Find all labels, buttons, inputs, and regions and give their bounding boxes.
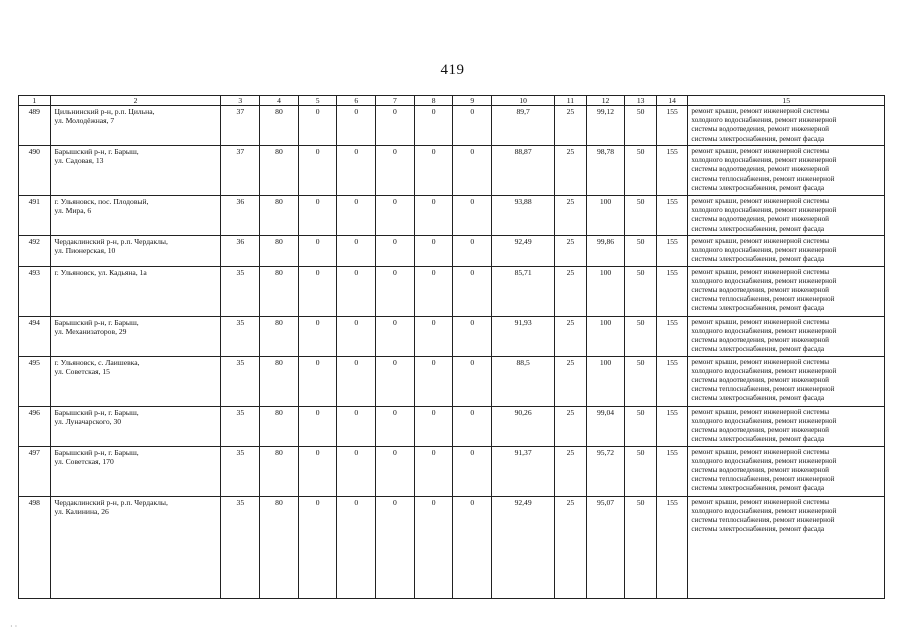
- value-cell-c11: 25: [555, 446, 587, 496]
- address-line: Чердаклинский р-н, р.п. Чердаклы,: [54, 236, 168, 246]
- column-header: 7: [376, 96, 415, 106]
- address-line: Барышский р-н, г. Барыш,: [54, 317, 139, 327]
- value-cell-c5: 0: [298, 406, 337, 446]
- value-cell-c14: 155: [656, 266, 688, 316]
- value-cell-c13: 50: [625, 235, 657, 266]
- value-cell-c3: 37: [221, 145, 260, 195]
- value-cell-c14: 155: [656, 195, 688, 235]
- value-cell-c3: 37: [221, 106, 260, 146]
- address-cell: [50, 316, 221, 356]
- value-cell-c6: 0: [337, 496, 376, 598]
- table-row: [19, 496, 885, 598]
- value-cell-c3: 35: [221, 316, 260, 356]
- value-cell-c8: 0: [414, 496, 453, 598]
- value-cell-c8: 0: [414, 406, 453, 446]
- works-line: системы водоотведения, ремонт инженерной: [691, 465, 830, 474]
- value-cell-c9: 0: [453, 406, 492, 446]
- row-number-cell: 493: [19, 266, 51, 316]
- works-line: системы электроснабжения, ремонт фасада: [691, 183, 825, 192]
- address-cell: [50, 406, 221, 446]
- works-line: системы теплоснабжения, ремонт инженерной: [691, 174, 835, 183]
- value-cell-c14: 155: [656, 406, 688, 446]
- value-cell-c5: 0: [298, 145, 337, 195]
- works-line: системы электроснабжения, ремонт фасада: [691, 394, 825, 403]
- value-cell-c8: 0: [414, 446, 453, 496]
- table-row: [19, 145, 885, 195]
- address-line: Барышский р-н, г. Барыш,: [54, 407, 139, 417]
- works-line: системы водоотведения, ремонт инженерной: [691, 215, 830, 224]
- row-number-cell: 495: [19, 356, 51, 406]
- works-cell: [688, 316, 885, 356]
- value-cell-c12: 95,72: [586, 446, 625, 496]
- value-cell-c7: 0: [376, 356, 415, 406]
- value-cell-c10: 92,49: [492, 496, 555, 598]
- value-cell-c6: 0: [337, 406, 376, 446]
- value-cell-c5: 0: [298, 235, 337, 266]
- works-line: системы водоотведения, ремонт инженерной: [691, 335, 830, 344]
- value-cell-c10: 90,26: [492, 406, 555, 446]
- value-cell-c9: 0: [453, 446, 492, 496]
- works-line: системы электроснабжения, ремонт фасада: [691, 255, 825, 264]
- value-cell-c10: 91,93: [492, 316, 555, 356]
- value-cell-c5: 0: [298, 266, 337, 316]
- address-cell: [50, 356, 221, 406]
- value-cell-c13: 50: [625, 106, 657, 146]
- address-line: ул. Советская, 15: [54, 366, 110, 376]
- works-line: системы водоотведения, ремонт инженерной: [691, 425, 830, 434]
- row-number-cell: 490: [19, 145, 51, 195]
- works-line: ремонт крыши, ремонт инженерной системы: [691, 236, 830, 245]
- works-line: системы водоотведения, ремонт инженерной: [691, 165, 830, 174]
- value-cell-c9: 0: [453, 195, 492, 235]
- value-cell-c8: 0: [414, 235, 453, 266]
- value-cell-c3: 35: [221, 356, 260, 406]
- value-cell-c6: 0: [337, 446, 376, 496]
- value-cell-c4: 80: [260, 446, 299, 496]
- works-line: ремонт крыши, ремонт инженерной системы: [691, 196, 830, 205]
- address-line: Барышский р-н, г. Барыш,: [54, 447, 139, 457]
- value-cell-c12: 99,04: [586, 406, 625, 446]
- column-header: 5: [298, 96, 337, 106]
- value-cell-c5: 0: [298, 446, 337, 496]
- value-cell-c7: 0: [376, 406, 415, 446]
- row-number-cell: 496: [19, 406, 51, 446]
- works-line: системы теплоснабжения, ремонт инженерной: [691, 475, 835, 484]
- value-cell-c13: 50: [625, 356, 657, 406]
- works-line: системы водоотведения, ремонт инженерной: [691, 375, 830, 384]
- value-cell-c6: 0: [337, 356, 376, 406]
- works-line: холодного водоснабжения, ремонт инженерной: [691, 276, 837, 285]
- works-line: системы электроснабжения, ремонт фасада: [691, 224, 825, 233]
- value-cell-c6: 0: [337, 235, 376, 266]
- value-cell-c9: 0: [453, 356, 492, 406]
- value-cell-c5: 0: [298, 496, 337, 598]
- address-cell: [50, 496, 221, 598]
- value-cell-c10: 88,5: [492, 356, 555, 406]
- address-line: ул. Пионерская, 10: [54, 246, 116, 256]
- value-cell-c13: 50: [625, 266, 657, 316]
- value-cell-c6: 0: [337, 195, 376, 235]
- value-cell-c11: 25: [555, 356, 587, 406]
- value-cell-c9: 0: [453, 106, 492, 146]
- works-line: системы электроснабжения, ремонт фасада: [691, 435, 825, 444]
- value-cell-c8: 0: [414, 316, 453, 356]
- value-cell-c6: 0: [337, 106, 376, 146]
- value-cell-c10: 85,71: [492, 266, 555, 316]
- table-body: [19, 106, 885, 599]
- column-header: 10: [492, 96, 555, 106]
- address-line: г. Ульяновск, пос. Плодовый,: [54, 196, 149, 206]
- value-cell-c11: 25: [555, 266, 587, 316]
- works-line: холодного водоснабжения, ремонт инженерной: [691, 326, 837, 335]
- address-line: Цильнинский р-н, р.п. Цильна,: [54, 107, 155, 116]
- works-cell: [688, 235, 885, 266]
- table-row: [19, 235, 885, 266]
- works-cell: [688, 266, 885, 316]
- works-line: холодного водоснабжения, ремонт инженерной: [691, 366, 837, 375]
- value-cell-c14: 155: [656, 106, 688, 146]
- works-line: ремонт крыши, ремонт инженерной системы: [691, 146, 830, 155]
- column-header: 4: [260, 96, 299, 106]
- row-number-cell: 492: [19, 235, 51, 266]
- value-cell-c12: 100: [586, 356, 625, 406]
- value-cell-c7: 0: [376, 195, 415, 235]
- value-cell-c13: 50: [625, 195, 657, 235]
- value-cell-c12: 99,86: [586, 235, 625, 266]
- value-cell-c4: 80: [260, 266, 299, 316]
- scan-artifact: · ·: [10, 622, 18, 631]
- works-line: холодного водоснабжения, ремонт инженерной: [691, 506, 837, 515]
- value-cell-c6: 0: [337, 316, 376, 356]
- value-cell-c11: 25: [555, 406, 587, 446]
- works-line: системы электроснабжения, ремонт фасада: [691, 134, 825, 143]
- address-line: ул. Советская, 170: [54, 456, 114, 466]
- address-line: ул. Луначарского, 30: [54, 416, 122, 426]
- table-row: [19, 406, 885, 446]
- works-cell: [688, 145, 885, 195]
- address-cell: [50, 145, 221, 195]
- table-row: [19, 195, 885, 235]
- column-header: 15: [688, 96, 885, 106]
- value-cell-c10: 92,49: [492, 235, 555, 266]
- value-cell-c7: 0: [376, 106, 415, 146]
- value-cell-c4: 80: [260, 195, 299, 235]
- address-line: ул. Механизаторов, 29: [54, 326, 127, 336]
- works-line: системы электроснабжения, ремонт фасада: [691, 345, 825, 354]
- works-line: системы электроснабжения, ремонт фасада: [691, 525, 825, 534]
- value-cell-c9: 0: [453, 316, 492, 356]
- value-cell-c13: 50: [625, 496, 657, 598]
- repair-register-table: [18, 95, 885, 599]
- value-cell-c6: 0: [337, 266, 376, 316]
- value-cell-c9: 0: [453, 496, 492, 598]
- value-cell-c4: 80: [260, 406, 299, 446]
- value-cell-c10: 88,87: [492, 145, 555, 195]
- works-line: ремонт крыши, ремонт инженерной системы: [691, 357, 830, 366]
- value-cell-c9: 0: [453, 266, 492, 316]
- works-line: системы водоотведения, ремонт инженерной: [691, 125, 830, 134]
- value-cell-c10: 93,88: [492, 195, 555, 235]
- address-line: Чердаклинский р-н, р.п. Чердаклы,: [54, 497, 168, 507]
- column-header: 14: [656, 96, 688, 106]
- column-header: 9: [453, 96, 492, 106]
- value-cell-c12: 98,78: [586, 145, 625, 195]
- works-cell: [688, 106, 885, 146]
- value-cell-c12: 100: [586, 195, 625, 235]
- value-cell-c10: 89,7: [492, 106, 555, 146]
- works-line: ремонт крыши, ремонт инженерной системы: [691, 107, 830, 115]
- value-cell-c11: 25: [555, 106, 587, 146]
- value-cell-c3: 36: [221, 235, 260, 266]
- works-line: ремонт крыши, ремонт инженерной системы: [691, 497, 830, 506]
- value-cell-c8: 0: [414, 195, 453, 235]
- works-line: системы электроснабжения, ремонт фасада: [691, 304, 825, 313]
- works-cell: [688, 406, 885, 446]
- works-line: холодного водоснабжения, ремонт инженерной: [691, 116, 837, 125]
- works-cell: [688, 195, 885, 235]
- works-line: системы водоотведения, ремонт инженерной: [691, 285, 830, 294]
- value-cell-c9: 0: [453, 145, 492, 195]
- value-cell-c10: 91,37: [492, 446, 555, 496]
- value-cell-c12: 100: [586, 266, 625, 316]
- value-cell-c3: 35: [221, 446, 260, 496]
- address-line: ул. Мира, 6: [54, 206, 92, 216]
- column-number-row: [19, 96, 885, 106]
- works-line: холодного водоснабжения, ремонт инженерной: [691, 206, 837, 215]
- value-cell-c13: 50: [625, 406, 657, 446]
- row-number-cell: 498: [19, 496, 51, 598]
- table-row: [19, 106, 885, 146]
- page-number: 419: [440, 62, 465, 78]
- value-cell-c11: 25: [555, 316, 587, 356]
- works-cell: [688, 356, 885, 406]
- value-cell-c5: 0: [298, 106, 337, 146]
- value-cell-c14: 155: [656, 446, 688, 496]
- address-line: г. Ульяновск, ул. Кадьяна, 1а: [54, 267, 147, 277]
- row-number-cell: 491: [19, 195, 51, 235]
- works-line: холодного водоснабжения, ремонт инженерной: [691, 416, 837, 425]
- value-cell-c14: 155: [656, 145, 688, 195]
- value-cell-c13: 50: [625, 316, 657, 356]
- value-cell-c5: 0: [298, 195, 337, 235]
- value-cell-c11: 25: [555, 195, 587, 235]
- value-cell-c3: 36: [221, 195, 260, 235]
- value-cell-c8: 0: [414, 266, 453, 316]
- value-cell-c3: 35: [221, 266, 260, 316]
- works-line: ремонт крыши, ремонт инженерной системы: [691, 447, 830, 456]
- column-header: 3: [221, 96, 260, 106]
- value-cell-c7: 0: [376, 235, 415, 266]
- value-cell-c9: 0: [453, 235, 492, 266]
- value-cell-c3: 35: [221, 406, 260, 446]
- works-cell: [688, 496, 885, 598]
- row-number-cell: 497: [19, 446, 51, 496]
- column-header: 11: [555, 96, 587, 106]
- value-cell-c13: 50: [625, 446, 657, 496]
- value-cell-c4: 80: [260, 235, 299, 266]
- value-cell-c13: 50: [625, 145, 657, 195]
- value-cell-c12: 100: [586, 316, 625, 356]
- address-line: Барышский р-н, г. Барыш,: [54, 146, 139, 156]
- address-cell: [50, 235, 221, 266]
- column-header: 1: [19, 96, 51, 106]
- value-cell-c4: 80: [260, 145, 299, 195]
- address-cell: [50, 446, 221, 496]
- value-cell-c4: 80: [260, 356, 299, 406]
- column-header: 6: [337, 96, 376, 106]
- column-header: 2: [50, 96, 221, 106]
- value-cell-c4: 80: [260, 316, 299, 356]
- works-line: холодного водоснабжения, ремонт инженерной: [691, 246, 837, 255]
- value-cell-c7: 0: [376, 145, 415, 195]
- address-line: ул. Молодёжная, 7: [54, 116, 115, 126]
- address-cell: [50, 195, 221, 235]
- address-line: ул. Калинина, 26: [54, 506, 109, 516]
- column-header: 8: [414, 96, 453, 106]
- works-line: ремонт крыши, ремонт инженерной системы: [691, 317, 830, 326]
- value-cell-c7: 0: [376, 266, 415, 316]
- value-cell-c11: 25: [555, 496, 587, 598]
- value-cell-c14: 155: [656, 316, 688, 356]
- row-number-cell: 494: [19, 316, 51, 356]
- works-line: холодного водоснабжения, ремонт инженерной: [691, 156, 837, 165]
- table-row: [19, 446, 885, 496]
- address-cell: [50, 266, 221, 316]
- value-cell-c8: 0: [414, 106, 453, 146]
- address-cell: [50, 106, 221, 146]
- row-number-cell: 489: [19, 106, 51, 146]
- value-cell-c8: 0: [414, 356, 453, 406]
- works-line: системы электроснабжения, ремонт фасада: [691, 484, 825, 493]
- works-line: системы теплоснабжения, ремонт инженерной: [691, 295, 835, 304]
- value-cell-c12: 95,07: [586, 496, 625, 598]
- value-cell-c14: 155: [656, 496, 688, 598]
- value-cell-c4: 80: [260, 496, 299, 598]
- value-cell-c7: 0: [376, 316, 415, 356]
- value-cell-c8: 0: [414, 145, 453, 195]
- table-row: [19, 316, 885, 356]
- value-cell-c5: 0: [298, 356, 337, 406]
- works-line: ремонт крыши, ремонт инженерной системы: [691, 267, 830, 276]
- works-line: холодного водоснабжения, ремонт инженерной: [691, 456, 837, 465]
- value-cell-c3: 35: [221, 496, 260, 598]
- value-cell-c7: 0: [376, 446, 415, 496]
- value-cell-c5: 0: [298, 316, 337, 356]
- works-line: ремонт крыши, ремонт инженерной системы: [691, 407, 830, 416]
- value-cell-c11: 25: [555, 235, 587, 266]
- column-header: 13: [625, 96, 657, 106]
- value-cell-c4: 80: [260, 106, 299, 146]
- value-cell-c14: 155: [656, 356, 688, 406]
- address-line: ул. Садовая, 13: [54, 156, 104, 166]
- table-row: [19, 266, 885, 316]
- address-line: г. Ульяновск, с. Лаишевка,: [54, 357, 140, 367]
- column-header: 12: [586, 96, 625, 106]
- table-row: [19, 356, 885, 406]
- value-cell-c11: 25: [555, 145, 587, 195]
- works-cell: [688, 446, 885, 496]
- works-line: системы теплоснабжения, ремонт инженерной: [691, 385, 835, 394]
- value-cell-c12: 99,12: [586, 106, 625, 146]
- works-line: системы теплоснабжения, ремонт инженерной: [691, 515, 835, 524]
- value-cell-c14: 155: [656, 235, 688, 266]
- value-cell-c6: 0: [337, 145, 376, 195]
- value-cell-c7: 0: [376, 496, 415, 598]
